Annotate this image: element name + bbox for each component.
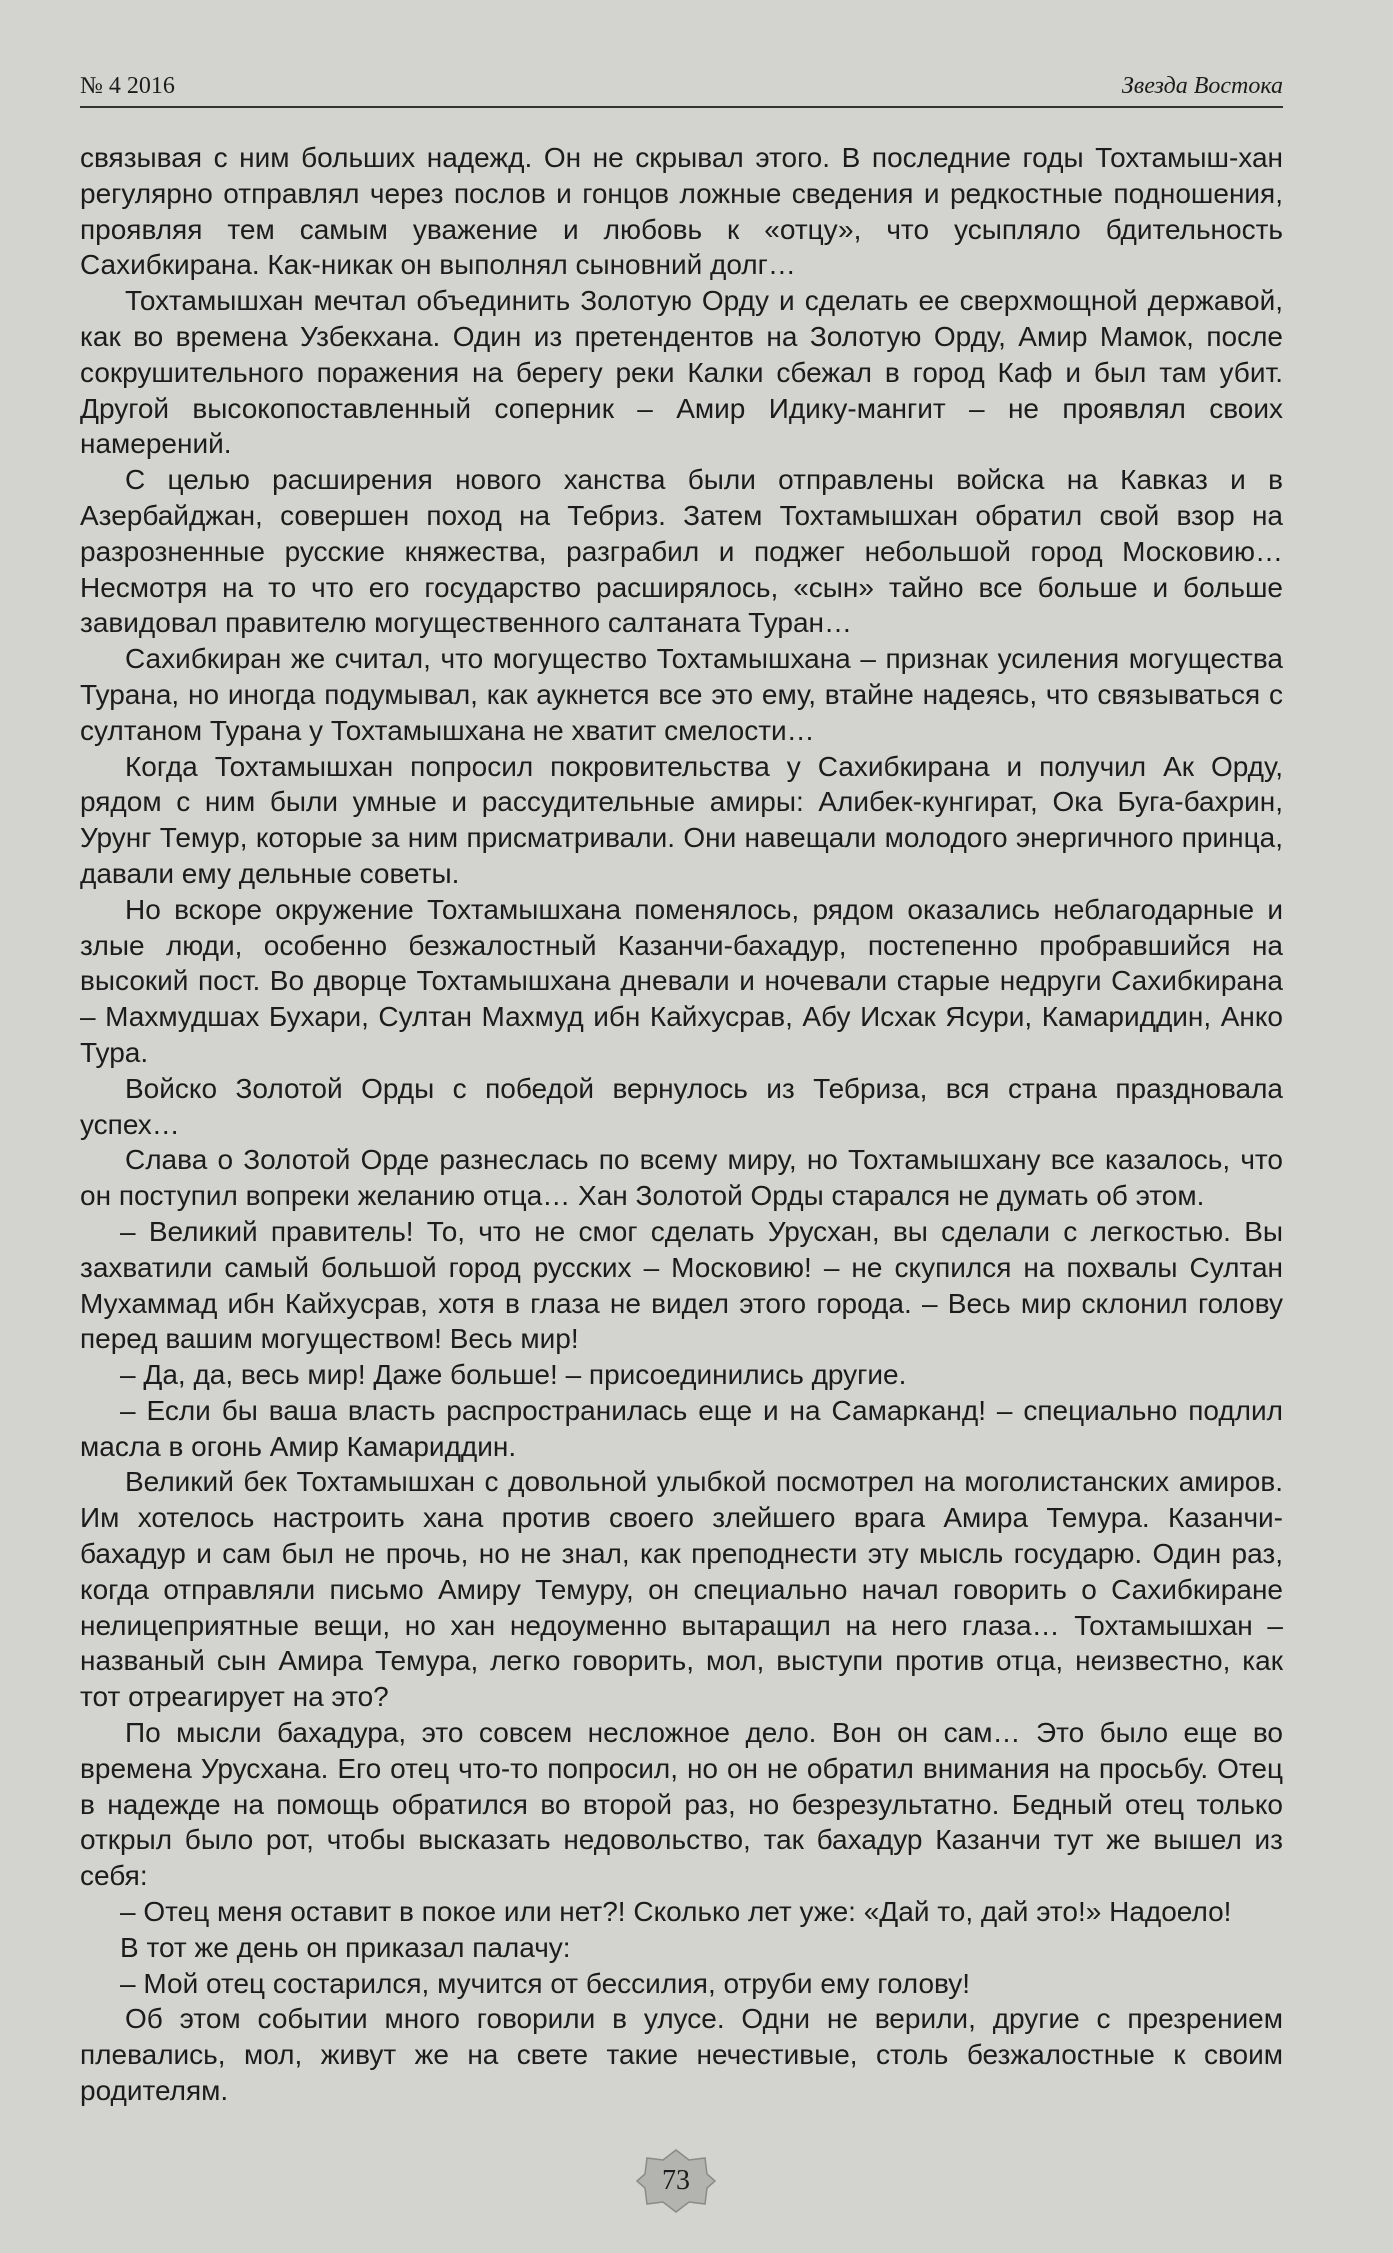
paragraph: Тохтамышхан мечтал объединить Золотую Орду и сделать ее сверхмощной державой, как во времена Узбекхана. Один из претендентов на Золотую Орду, Амир Мамок, после сокрушительного поражения на берегу реки Калки сбежал в город Каф и был там убит. Другой высокопоставленный соперник – Амир Идику-мангит – не проявлял своих намерений. bbox=[80, 285, 1283, 460]
paragraph: Войско Золотой Орды с победой вернулось из Тебриза, вся страна праздновала успех… bbox=[80, 1072, 1283, 1140]
dialog-line: – Если бы ваша власть распространилась еще и на Самарканд! – специально подлил масла в огонь Амир Камариддин. bbox=[80, 1394, 1283, 1462]
paragraph: Об этом событии много говорили в улусе. Одни не верили, другие с презрением плевались, мол, живут же на свете такие нечестивые, столь безжалостные к своим родителям. bbox=[80, 2003, 1283, 2107]
paragraph: связывая с ним больших надежд. Он не скрывал этого. В последние годы Тохтамыш-хан регулярно отправлял через послов и гонцов ложные сведения и редкостные подношения, проявляя тем самым уважение и любовь к «отцу», что усыпляло бдительность Сахибкирана. Как-никак он выполнял сыновний долг… bbox=[80, 142, 1283, 281]
article-body bbox=[80, 140, 1283, 2109]
paragraph: Но вскоре окружение Тохтамышхана поменялось, рядом оказались неблагодарные и злые люди, особенно безжалостный Казанчи-бахадур, постепенно пробравшийся на высокий пост. Во дворце Тохтамышхана дневали и ночевали старые недруги Сахибкирана – Махмудшах Бухари, Султан Махмуд ибн Кайхусрав, Абу Исхак Ясури, Камариддин, Анко Тура. bbox=[80, 893, 1283, 1068]
paragraph: С целью расширения нового ханства были отправлены войска на Кавказ и в Азербайджан, совершен поход на Тебриз. Затем Тохтамышхан обратил свой взор на разрозненные русские княжества, разграбил и поджег небольшой город Московию… Несмотря на то что его государство расширялось, «сын» тайно все больше и больше завидовал правителю могущественного салтаната Туран… bbox=[80, 464, 1283, 639]
paragraph: В тот же день он приказал палачу: bbox=[120, 1931, 571, 1963]
journal-title: Звезда Востока bbox=[1121, 73, 1283, 99]
dialog-line: – Мой отец состарился, мучится от бессилия, отруби ему голову! bbox=[120, 1967, 971, 1999]
dialog-line: – Отец меня оставит в покое или нет?! Сколько лет уже: «Дай то, дай это!» Надоело! bbox=[120, 1896, 1232, 1928]
page-number-badge bbox=[635, 2148, 717, 2214]
paragraph: Великий бек Тохтамышхан с довольной улыбкой посмотрел на моголистанских амиров. Им хотелось настроить хана против своего злейшего врага Амира Темура. Казанчи-бахадур и сам был не прочь, но не знал, как преподнести эту мысль государю. Один раз, когда отправляли письмо Амиру Темуру, он специально начал говорить о Сахибкиране нелицеприятные вещи, но хан недоуменно вытаращил на него глаза… Тохтамышхан – названый сын Амира Темура, легко говорить, мол, выступи против отца, неизвестно, как тот отреагирует на это? bbox=[80, 1466, 1283, 1713]
dialog-line: – Великий правитель! То, что не смог сделать Урусхан, вы сделали с легкостью. Вы захватили самый большой город русских – Московию! – не скупился на похвалы Султан Мухаммад ибн Кайхусрав, хотя в глаза не видел этого города. – Весь мир склонил голову перед вашим могуществом! Весь мир! bbox=[80, 1215, 1283, 1355]
paragraph: Сахибкиран же считал, что могущество Тохтамышхана – признак усиления могущества Турана, но иногда подумывал, как аукнется все это ему, втайне надеясь, что связываться с султаном Турана у Тохтамышхана не хватит смелости… bbox=[80, 643, 1283, 746]
paragraph: Когда Тохтамышхан попросил покровительства у Сахибкирана и получил Ак Орду, рядом с ним были умные и рассудительные амиры: Алибек-кунгират, Ока Буга-бахрин, Урунг Темур, которые за ним присматривали. Они навещали молодого энергичного принца, давали ему дельные советы. bbox=[80, 750, 1283, 889]
paragraph: Слава о Золотой Орде разнеслась по всему миру, но Тохтамышхану все казалось, что он поступил вопреки желанию отца… Хан Золотой Орды старался не думать об этом. bbox=[80, 1144, 1283, 1212]
paragraph: По мысли бахадура, это совсем несложное дело. Вон он сам… Это было еще во времена Урусхана. Его отец что-то попросил, но он не обратил внимания на просьбу. Отец в надежде на помощь обратился во второй раз, но безрезультатно. Бедный отец только открыл было рот, чтобы высказать недовольство, так бахадур Казанчи тут же вышел из себя: bbox=[80, 1717, 1283, 1892]
running-header bbox=[80, 62, 1283, 108]
issue-label: № 4 2016 bbox=[80, 73, 175, 99]
dialog-line: – Да, да, весь мир! Даже больше! – присоединились другие. bbox=[120, 1359, 907, 1391]
page-number: 73 bbox=[662, 2165, 690, 2196]
